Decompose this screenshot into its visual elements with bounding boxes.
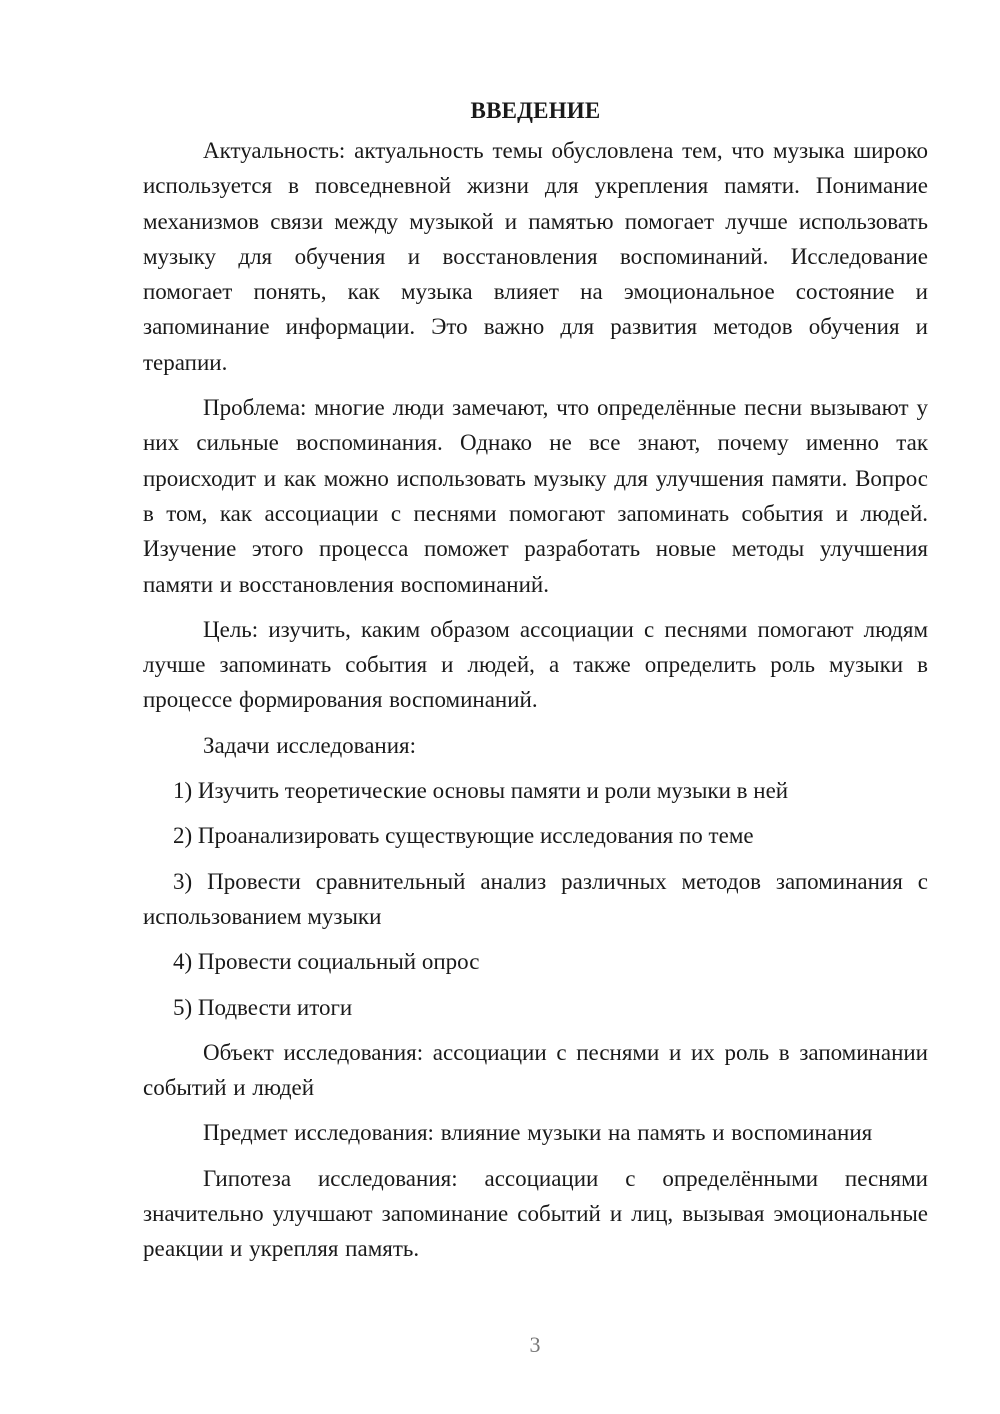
goal-paragraph: Цель: изучить, каким образом ассоциации с песнями помогают людям лучше запоминать события и людей, а также определить роль музыки в процессе формирования воспоминаний. (143, 616, 928, 713)
tasks-list (143, 773, 928, 1025)
list-item: 4) Провести социальный опрос (173, 949, 480, 975)
list-item: 5) Подвести итоги (173, 994, 353, 1020)
list-item: 2) Проанализировать существующие исследования по теме (173, 823, 754, 849)
page-number: 3 (529, 1332, 541, 1357)
section-title: ВВЕДЕНИЕ (470, 98, 601, 123)
object-paragraph: Объект исследования: ассоциации с песнями и их роль в запоминании событий и людей (143, 1039, 928, 1101)
problem-paragraph: Проблема: многие люди замечают, что определённые песни вызывают у них сильные воспоминания. Однако не все знают, почему именно так происходит и как можно использовать музыку для улучшения памяти. Вопрос в том, как ассоциации с песнями помогают запоминать события и людей. Изучение этого процесса поможет разработать новые методы улучшения памяти и восстановления воспоминаний. (143, 395, 928, 597)
tasks-heading: Задачи исследования: (203, 732, 417, 758)
list-item: 3) Провести сравнительный анализ различных методов запоминания с использованием музыки (143, 868, 928, 929)
subject-paragraph: Предмет исследования: влияние музыки на память и воспоминания (203, 1120, 873, 1146)
relevance-paragraph: Актуальность: актуальность темы обусловлена тем, что музыка широко используется в повседневной жизни для укрепления памяти. Понимание механизмов связи между музыкой и памятью помогает лучше использовать музыку для обучения и восстановления воспоминаний. Исследование помогает понять, как музыка влияет на эмоциональное состояние и запоминание информации. Это важно для развития методов обучения и терапии. (143, 138, 928, 375)
list-item: 1) Изучить теоретические основы памяти и роли музыки в ней (173, 778, 789, 804)
page-content (143, 93, 928, 1277)
hypothesis-paragraph: Гипотеза исследования: ассоциации с определёнными песнями значительно улучшают запоминание событий и лиц, вызывая эмоциональные реакции и укрепляя память. (143, 1165, 928, 1262)
